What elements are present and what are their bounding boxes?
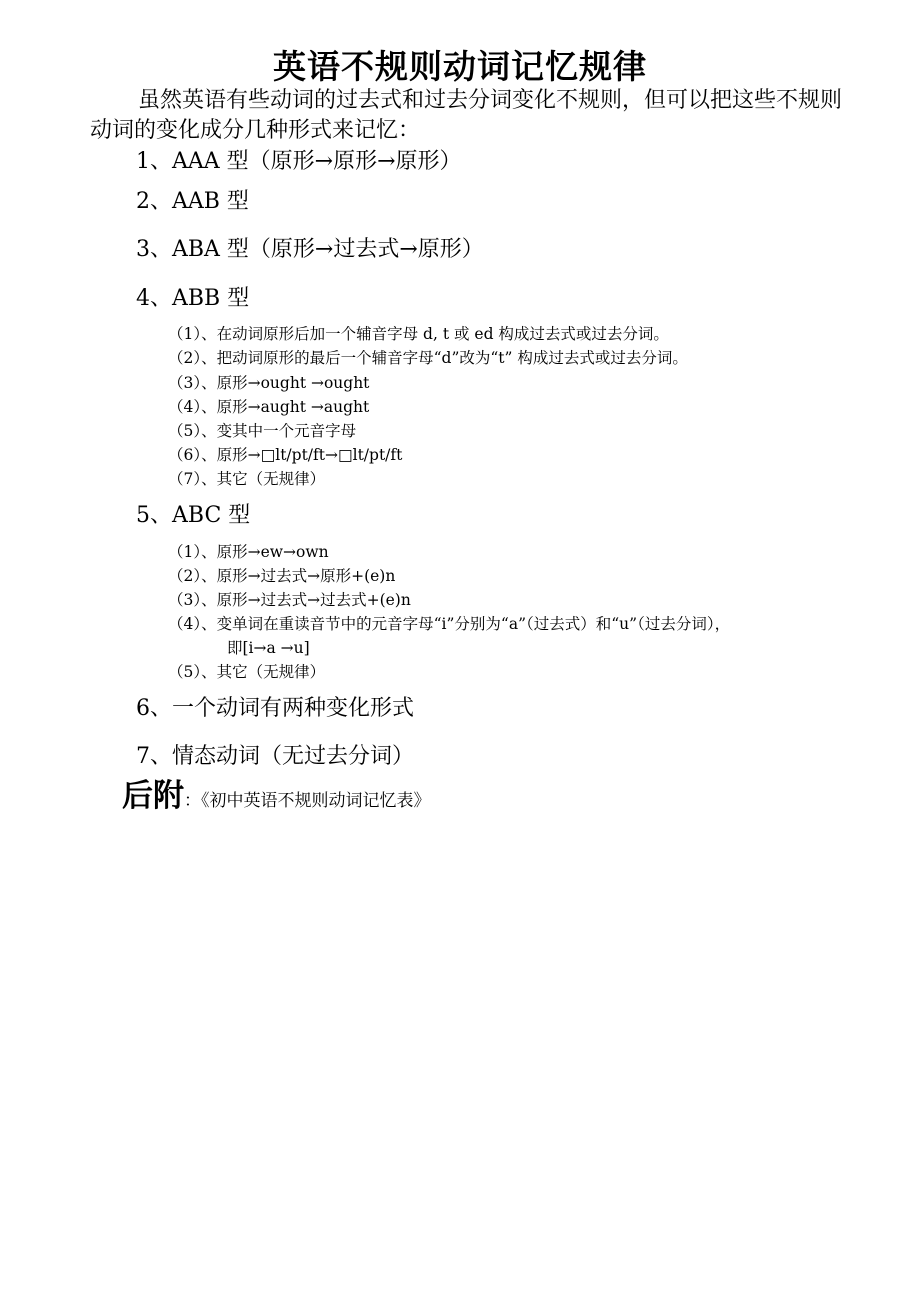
abc-item-2: （2）、原形→过去式→原形+(e)n	[168, 567, 396, 585]
appendix-label: 后附	[122, 778, 184, 814]
intro-paragraph: 虽然英语有些动词的过去式和过去分词变化不规则，但可以把这些不规则动词的变化成分几种形式来记忆：	[90, 88, 843, 143]
heading-two-forms: 6、一个动词有两种变化形式	[136, 696, 414, 721]
appendix	[122, 774, 431, 823]
abb-item-3: （3）、原形→ought →ought	[168, 374, 370, 392]
appendix-colon: ：	[184, 791, 201, 811]
abb-item-2: （2）、把动词原形的最后一个辅音字母“d”改为“t” 构成过去式或过去分词。	[168, 349, 688, 367]
abb-item-5: （5）、变其中一个元音字母	[168, 422, 357, 440]
appendix-reference: 《初中英语不规则动词记忆表》	[201, 791, 431, 811]
heading-aab: 2、AAB 型	[136, 189, 249, 214]
abc-item-3: （3）、原形→过去式→过去式+(e)n	[168, 591, 411, 609]
abb-item-7: （7）、其它（无规律）	[168, 470, 326, 488]
abb-item-1: （1）、在动词原形后加一个辅音字母 d, t 或 ed 构成过去式或过去分词。	[168, 325, 669, 343]
abc-item-5: （5）、其它（无规律）	[168, 663, 326, 681]
abc-item-4-continued: 即[i→a →u]	[227, 639, 310, 657]
heading-abc: 5、ABC 型	[136, 503, 251, 528]
abb-item-4: （4）、原形→aught →aught	[168, 398, 370, 416]
heading-aba: 3、ABA 型（原形→过去式→原形）	[136, 237, 484, 262]
abc-item-4: （4）、变单词在重读音节中的元音字母“i”分别为“a”（过去式）和“u”（过去分词），	[168, 615, 731, 633]
heading-aaa: 1、AAA 型（原形→原形→原形）	[136, 149, 462, 174]
heading-abb: 4、ABB 型	[136, 286, 250, 311]
page-title: 英语不规则动词记忆规律	[273, 47, 647, 86]
abc-item-1: （1）、原形→ew→own	[168, 543, 329, 561]
abb-item-6: （6）、原形→□lt/pt/ft→□lt/pt/ft	[168, 446, 403, 464]
heading-modal-verbs: 7、情态动词（无过去分词）	[136, 744, 414, 769]
